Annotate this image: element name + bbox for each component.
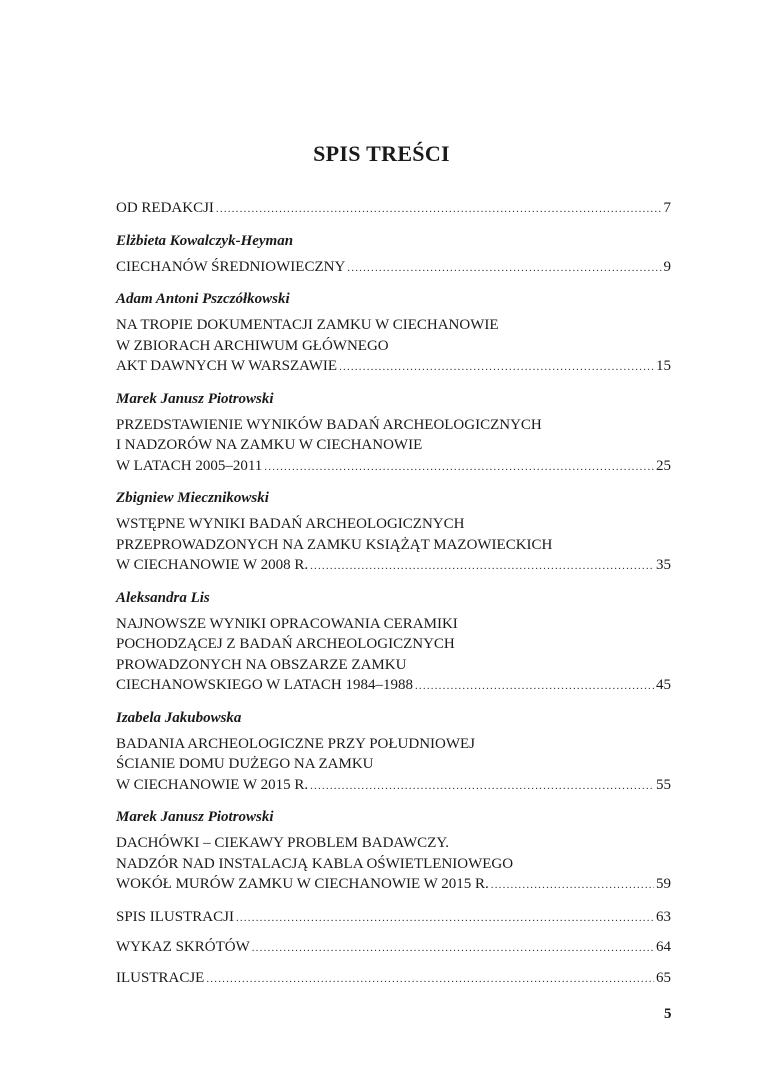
toc-entry-title: W LATACH 2005–2011 [116, 457, 263, 474]
toc-entry [116, 389, 671, 477]
toc-page-number: 64 [656, 939, 671, 955]
toc-entry-title-line[interactable] [116, 937, 671, 958]
toc-entry-title-line: PRZEDSTAWIENIE WYNIKÓW BADAŃ ARCHEOLOGICZNYCH [116, 416, 542, 433]
dot-leader [264, 460, 654, 475]
page-number: 5 [664, 1006, 672, 1022]
dot-leader [310, 779, 654, 794]
dot-leader [491, 878, 654, 893]
toc-entry-title-line[interactable] [116, 257, 671, 278]
toc-entry-title-line: I NADZORÓW NA ZAMKU W CIECHANOWIE [116, 437, 423, 453]
toc-page-number: 9 [663, 258, 671, 275]
toc-entry-author: Marek Janusz Piotrowski [116, 809, 274, 825]
toc-page-number: 35 [656, 557, 671, 573]
toc-entry-title: OD REDAKCJI [116, 200, 214, 216]
toc-entry-title-line: PRZEPROWADZONYCH NA ZAMKU KSIĄŻĄT MAZOWIECKICH [116, 536, 553, 553]
toc-entry [116, 231, 671, 278]
toc-entry-author: Marek Janusz Piotrowski [116, 390, 274, 407]
toc-entry [116, 807, 671, 895]
toc-entry-title-line: W ZBIORACH ARCHIWUM GŁÓWNEGO [116, 337, 389, 354]
dot-leader [415, 679, 654, 694]
toc-entry-title-line: PROWADZONYCH NA OBSZARZE ZAMKU [116, 656, 407, 673]
toc-entry-title: CIECHANÓW ŚREDNIOWIECZNY [116, 258, 346, 275]
dot-leader [339, 360, 654, 375]
toc-entry [116, 907, 671, 928]
toc-entry-title: SPIS ILUSTRACJI [116, 908, 234, 925]
toc-page-number: 55 [656, 776, 671, 793]
toc-entry-title-line[interactable] [116, 675, 671, 696]
toc-entry-title-line: POCHODZĄCEJ Z BADAŃ ARCHEOLOGICZNYCH [116, 636, 455, 652]
dot-leader [236, 911, 654, 926]
toc-entry [116, 968, 671, 989]
dot-leader [252, 941, 654, 956]
toc-entry-title: ILUSTRACJE [116, 969, 205, 986]
toc-page-number: 59 [656, 876, 671, 892]
toc-entry-title-line: NA TROPIE DOKUMENTACJI ZAMKU W CIECHANOWIE [116, 317, 499, 333]
toc-entry [116, 198, 671, 219]
toc-entry-title-line: NADZÓR NAD INSTALACJĄ KABLA OŚWIETLENIOWEGO [116, 855, 514, 872]
dot-leader [310, 559, 654, 574]
toc-entry-title: CIECHANOWSKIEGO W LATACH 1984–1988 [116, 677, 413, 693]
toc-entry [116, 289, 671, 377]
toc-entry-title-line[interactable] [116, 198, 671, 219]
toc-entry-title-line: WSTĘPNE WYNIKI BADAŃ ARCHEOLOGICZNYCH [116, 516, 465, 532]
toc-page-number: 7 [663, 200, 671, 216]
toc-entry-title: WYKAZ SKRÓTÓW [116, 939, 250, 955]
toc-entry-title-line[interactable] [116, 555, 671, 576]
page-title: SPIS TREŚCI [313, 141, 450, 166]
toc-entry-title-line: DACHÓWKI – CIEKAWY PROBLEM BADAWCZY. [116, 835, 450, 851]
toc-entry [116, 937, 671, 958]
toc-entry-title-line: BADANIA ARCHEOLOGICZNE PRZY POŁUDNIOWEJ [116, 735, 476, 752]
toc-entry [116, 708, 671, 796]
dot-leader [216, 202, 662, 217]
toc-entry-author: Adam Antoni Pszczółkowski [116, 291, 290, 307]
toc-entry-title-line[interactable] [116, 456, 671, 477]
toc-page-number: 15 [656, 358, 671, 374]
table-of-contents [116, 198, 671, 988]
toc-entry-title: AKT DAWNYCH W WARSZAWIE [116, 358, 338, 374]
toc-page-number: 65 [656, 969, 671, 986]
toc-entry-title-line[interactable] [116, 874, 671, 895]
toc-entry-title-line[interactable] [116, 907, 671, 928]
toc-entry-title: W CIECHANOWIE W 2008 R. [116, 557, 309, 573]
dot-leader [347, 261, 661, 276]
toc-entry-title-line[interactable] [116, 775, 671, 796]
toc-entry-author: Aleksandra Lis [116, 589, 210, 606]
toc-entry-author: Izabela Jakubowska [116, 709, 242, 726]
toc-page-number: 25 [656, 457, 671, 474]
toc-entry-title-line: NAJNOWSZE WYNIKI OPRACOWANIA CERAMIKI [116, 615, 458, 632]
toc-page-number: 63 [656, 908, 671, 925]
toc-entry-title-line: ŚCIANIE DOMU DUŻEGO NA ZAMKU [116, 756, 374, 772]
toc-entry-title: W CIECHANOWIE W 2015 R. [116, 776, 309, 793]
toc-entry-title-line[interactable] [116, 968, 671, 989]
toc-entry-title: WOKÓŁ MURÓW ZAMKU W CIECHANOWIE W 2015 R. [116, 876, 489, 892]
toc-entry [116, 488, 671, 576]
toc-entry-author: Elżbieta Kowalczyk-Heyman [116, 232, 294, 249]
dot-leader [206, 972, 654, 987]
toc-entry-author: Zbigniew Miecznikowski [116, 490, 269, 506]
toc-entry [116, 588, 671, 696]
toc-page-number: 45 [656, 677, 671, 693]
toc-entry-title-line[interactable] [116, 356, 671, 377]
